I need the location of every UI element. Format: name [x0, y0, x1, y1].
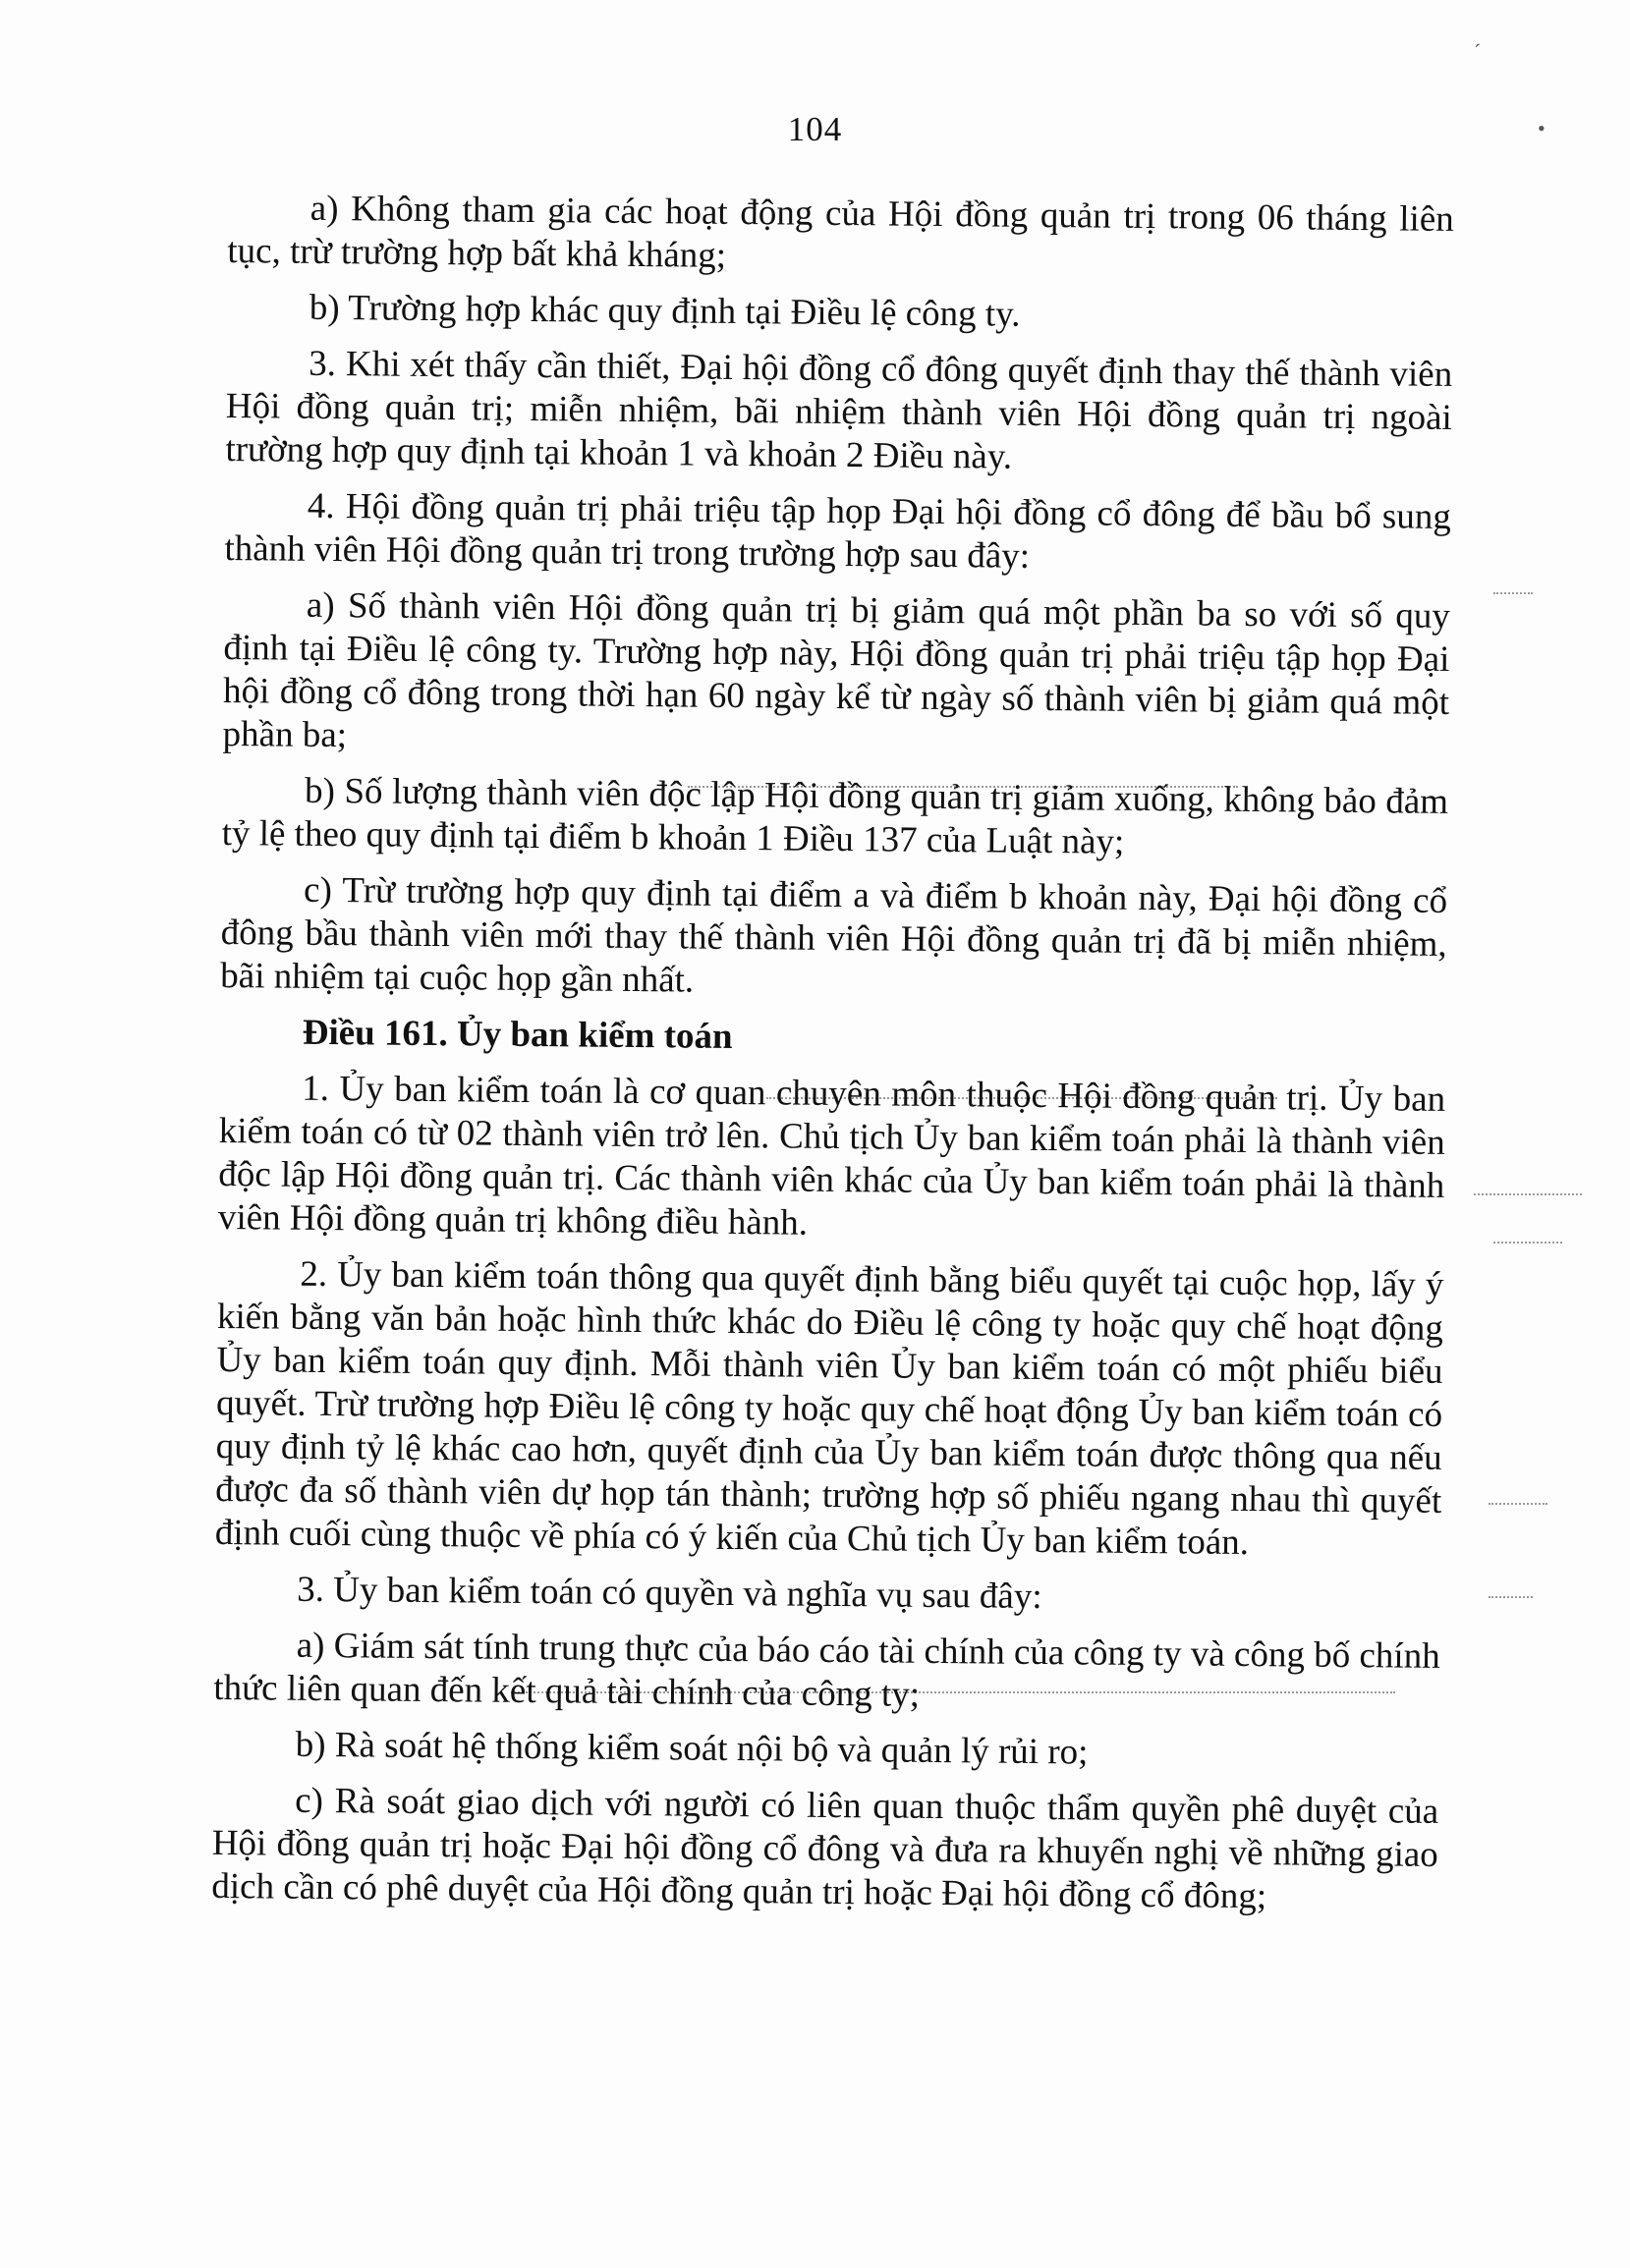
scan-artifact [1489, 1503, 1547, 1505]
document-body [211, 187, 1454, 1933]
paragraph: 4. Hội đồng quản trị phải triệu tập họp Đại hội đồng cổ đông để bầu bổ sung thành viên Hội đồng quản trị trong trường hợp sau đây: [224, 485, 1452, 577]
paragraph: a) Không tham gia các hoạt động của Hội đồng quản trị trong 06 tháng liên tục, trừ trường hợp bất khả kháng; [227, 188, 1454, 276]
scan-artifact [1489, 1596, 1533, 1598]
paragraph: c) Rà soát giao dịch với người có liên quan thuộc thẩm quyền phê duyệt của Hội đồng quản trị hoặc Đại hội đồng cổ đông và đưa ra khuyến nghị về những giao dịch cần có phê duyệt của Hội đồng quản trị hoặc Đại hội đồng cổ đông; [211, 1780, 1439, 1917]
paragraph: b) Trường hợp khác quy định tại Điều lệ công ty. [309, 287, 1021, 335]
paragraph: a) Giám sát tính trung thực của báo cáo tài chính của công ty và công bố chính thức liên quan đến kết quả tài chính của công ty; [213, 1625, 1440, 1715]
scan-artifact: • [1538, 116, 1546, 140]
scan-artifact [1474, 1193, 1582, 1195]
paragraph: b) Số lượng thành viên độc lập Hội đồng quản trị giảm xuống, không bảo đảm tỷ lệ theo quy định tại điểm b khoản 1 Điều 137 của Luật này; [221, 770, 1449, 862]
paragraph: 2. Ủy ban kiểm toán thông qua quyết định bằng biểu quyết tại cuộc họp, lấy ý kiến bằng văn bản hoặc hình thức khác do Điều lệ công ty hoặc quy chế hoạt động Ủy ban kiểm toán quy định. Mỗi thành viên Ủy ban kiểm toán có một phiếu biểu quyết. Trừ trường hợp Điều lệ công ty hoặc quy chế hoạt động Ủy ban kiểm toán có quy định tỷ lệ khác cao hơn, quyết định của Ủy ban kiểm toán được thông qua nếu được đa số thành viên dự họp tán thành; trường hợp số phiếu ngang nhau thì quyết định cuối cùng thuộc về phía có ý kiến của Chủ tịch Ủy ban kiểm toán. [214, 1253, 1444, 1564]
scan-artifact: ´ [1474, 39, 1482, 64]
scan-artifact [1493, 592, 1533, 594]
paragraph: 3. Khi xét thấy cần thiết, Đại hội đồng cổ đông quyết định thay thế thành viên Hội đồng quản trị; miễn nhiệm, bãi nhiệm thành viên Hội đồng quản trị ngoài trường hợp quy định tại khoản 1 và khoản 2 Điều này. [225, 343, 1453, 477]
article-heading: Điều 161. Ủy ban kiểm toán [302, 1012, 733, 1057]
paragraph: 1. Ủy ban kiểm toán là cơ quan chuyên môn thuộc Hội đồng quản trị. Ủy ban kiểm toán có từ 02 thành viên trở lên. Chủ tịch Ủy ban kiểm toán phải là thành viên độc lập Hội đồng quản trị. Các thành viên khác của Ủy ban kiểm toán phải là thành viên Hội đồng quản trị không điều hành. [217, 1068, 1446, 1244]
paragraph: c) Trừ trường hợp quy định tại điểm a và điểm b khoản này, Đại hội đồng cổ đông bầu thành viên mới thay thế thành viên Hội đồng quản trị đã bị miễn nhiệm, bãi nhiệm tại cuộc họp gần nhất. [220, 869, 1448, 1001]
paragraph: 3. Ủy ban kiểm toán có quyền và nghĩa vụ sau đây: [297, 1569, 1042, 1618]
paragraph: a) Số thành viên Hội đồng quản trị bị giảm quá một phần ba so với số quy định tại Điều lệ công ty. Trường hợp này, Hội đồng quản trị phải triệu tập họp Đại hội đồng cổ đông trong thời hạn 60 ngày kể từ ngày số thành viên bị giảm quá một phần ba; [222, 584, 1451, 756]
scan-artifact [1493, 1242, 1562, 1244]
paragraph: b) Rà soát hệ thống kiểm soát nội bộ và quản lý rủi ro; [295, 1724, 1089, 1773]
page-number: 104 [787, 110, 843, 148]
